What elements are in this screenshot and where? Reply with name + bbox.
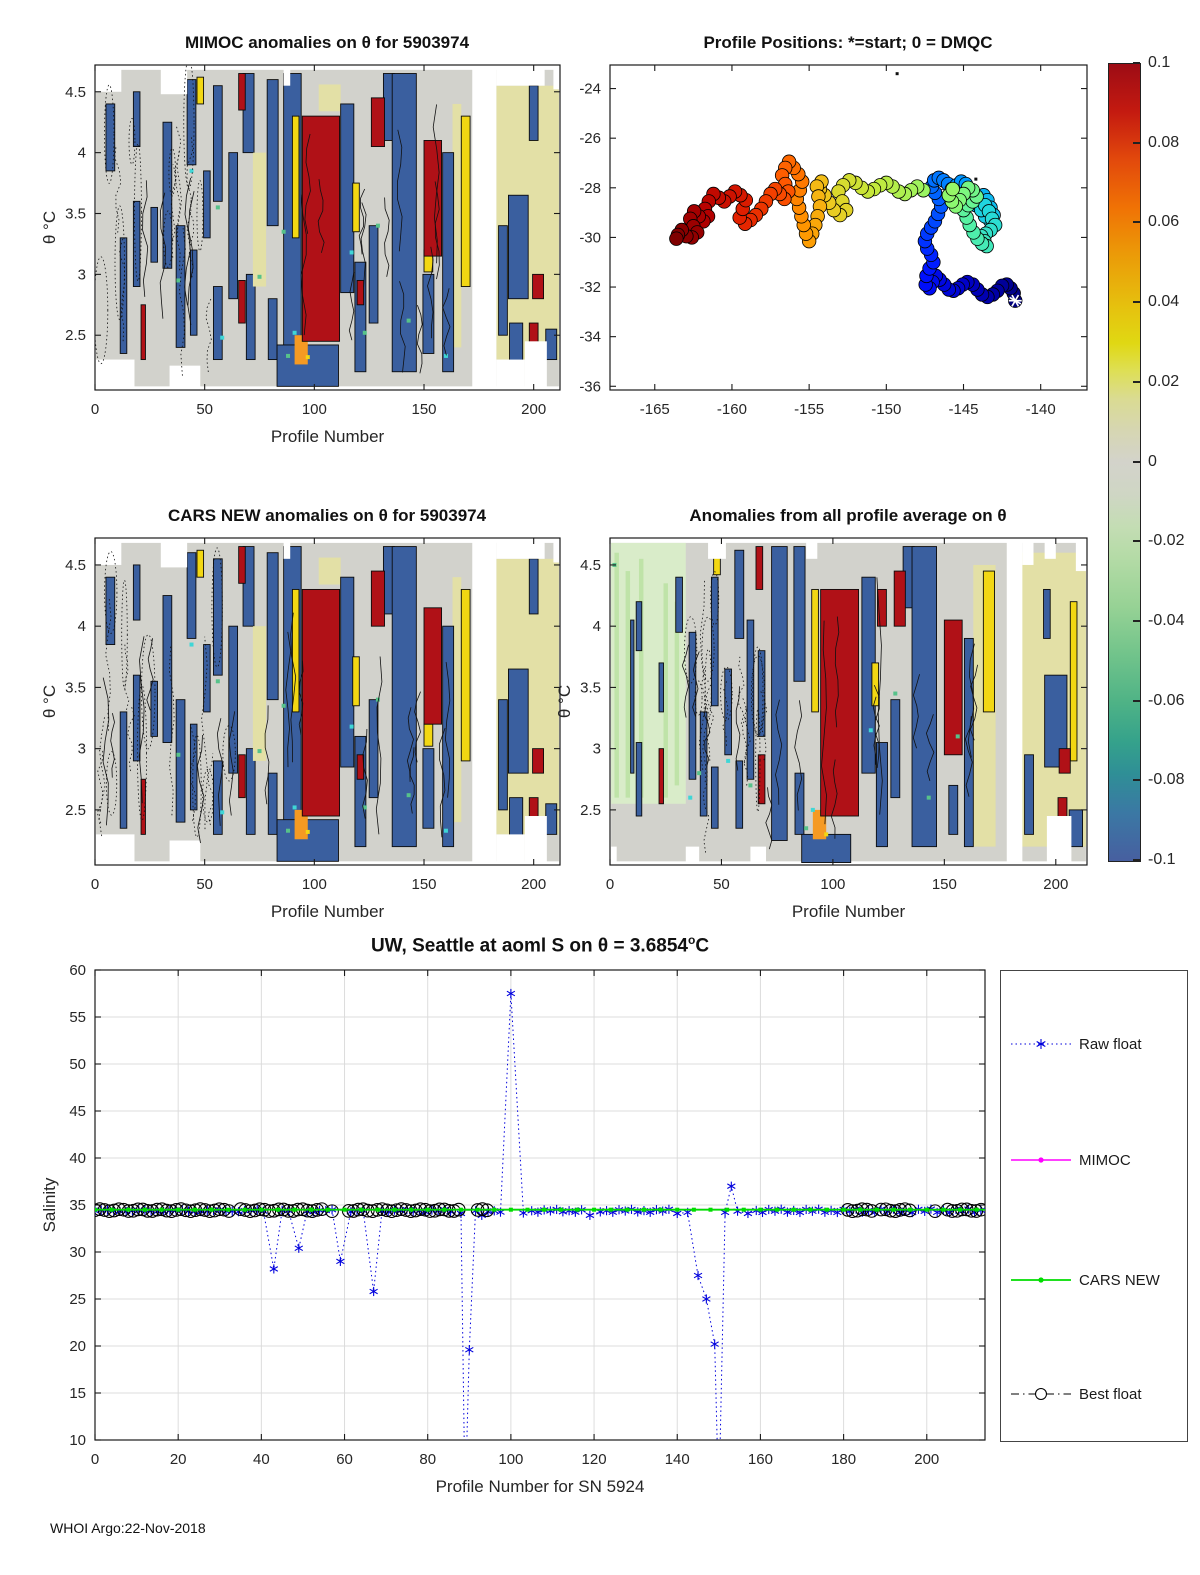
colorbar-tick	[1133, 142, 1140, 144]
panel-title-profile-positions: Profile Positions: *=start; 0 = DMQC	[703, 33, 993, 52]
svg-text:-36: -36	[579, 378, 601, 396]
colorbar-tick	[1133, 779, 1140, 781]
heatmap-cells	[95, 538, 560, 865]
svg-text:-140: -140	[1025, 401, 1056, 418]
svg-text:15: 15	[69, 1385, 86, 1402]
svg-text:150: 150	[931, 876, 957, 893]
colorbar-tick	[1133, 540, 1140, 542]
panel-title-mimoc-anomalies: MIMOC anomalies on θ for 5903974	[184, 33, 470, 52]
svg-text:80: 80	[419, 1451, 437, 1468]
svg-text:4: 4	[77, 144, 86, 162]
panel-title-cars-anomalies: CARS NEW anomalies on θ for 5903974	[167, 506, 487, 525]
svg-text:60: 60	[69, 962, 86, 979]
legend-sample-mimoc-line	[1009, 1150, 1073, 1170]
legend-label-raw-float: Raw float	[1079, 1035, 1142, 1053]
footer-text: WHOI Argo:22-Nov-2018	[50, 1520, 206, 1536]
svg-text:180: 180	[831, 1451, 857, 1468]
raw-float-series	[91, 989, 985, 1506]
svg-text:120: 120	[581, 1451, 607, 1468]
svg-text:Profile Number: Profile Number	[270, 902, 385, 921]
axes	[579, 65, 1087, 418]
svg-text:2.5: 2.5	[65, 801, 86, 819]
profile-positions-map	[540, 20, 1167, 460]
svg-text:35: 35	[69, 1197, 86, 1214]
svg-text:3: 3	[592, 740, 601, 758]
svg-text:-32: -32	[579, 279, 601, 297]
svg-text:100: 100	[820, 876, 846, 893]
legend-box	[1000, 970, 1188, 1442]
colorbar-tick-label: -0.08	[1148, 771, 1185, 789]
svg-text:3: 3	[77, 740, 86, 758]
colorbar-tick-label: 0.04	[1148, 293, 1180, 311]
svg-text:20: 20	[169, 1451, 187, 1468]
svg-text:4.5: 4.5	[580, 556, 601, 574]
float-trajectory	[670, 72, 1022, 307]
svg-text:Profile Number for SN 5924: Profile Number for SN 5924	[435, 1477, 645, 1496]
legend-sample-raw-float-line	[1009, 1034, 1073, 1054]
legend-item-cars-new	[1009, 1269, 1181, 1291]
svg-text:3.5: 3.5	[580, 679, 601, 697]
svg-text:2.5: 2.5	[65, 327, 86, 345]
colorbar-tick-label: 0.06	[1148, 213, 1180, 231]
average-anomaly-heatmap	[540, 493, 1167, 935]
svg-text:4: 4	[77, 618, 86, 636]
svg-text:150: 150	[411, 876, 437, 893]
heatmap-cells	[95, 65, 560, 390]
colorbar-tick	[1133, 461, 1140, 463]
svg-text:-150: -150	[871, 401, 902, 418]
svg-text:-145: -145	[948, 401, 979, 418]
svg-text:-165: -165	[639, 401, 670, 418]
svg-text:100: 100	[301, 401, 327, 418]
svg-text:-30: -30	[579, 229, 601, 247]
colorbar-tick-label: -0.02	[1148, 532, 1185, 550]
svg-text:θ °C: θ °C	[40, 684, 59, 719]
salinity-comparison-plot	[25, 925, 1065, 1510]
svg-text:0: 0	[90, 1451, 100, 1468]
svg-text:50: 50	[69, 1056, 86, 1073]
svg-text:-155: -155	[794, 401, 825, 418]
legend-item-best-float	[1009, 1383, 1181, 1405]
svg-text:-160: -160	[716, 401, 747, 418]
svg-text:140: 140	[664, 1451, 690, 1468]
svg-text:200: 200	[521, 876, 547, 893]
svg-text:200: 200	[521, 401, 547, 418]
svg-text:Profile Number: Profile Number	[270, 427, 385, 446]
svg-text:0: 0	[90, 401, 100, 418]
svg-text:45: 45	[69, 1103, 86, 1120]
svg-text:200: 200	[914, 1451, 940, 1468]
svg-text:0: 0	[90, 876, 100, 893]
svg-text:4: 4	[592, 618, 601, 636]
svg-text:-24: -24	[579, 80, 601, 98]
svg-text:100: 100	[498, 1451, 524, 1468]
panel-title-average-anomalies: Anomalies from all profile average on θ	[689, 506, 1007, 525]
legend-sample-best-float-line	[1009, 1384, 1073, 1404]
svg-text:200: 200	[1043, 876, 1069, 893]
svg-text:100: 100	[301, 876, 327, 893]
svg-text:55: 55	[69, 1009, 86, 1026]
svg-text:4.5: 4.5	[65, 83, 86, 101]
axes	[40, 962, 985, 1496]
svg-text:-26: -26	[579, 130, 601, 148]
svg-text:Profile Number: Profile Number	[791, 902, 906, 921]
svg-text:Salinity: Salinity	[40, 1177, 59, 1233]
svg-text:2.5: 2.5	[580, 801, 601, 819]
svg-text:40: 40	[69, 1150, 86, 1167]
panel-title-salinity: UW, Seattle at aoml S on $\theta = 3.6854^oC$	[370, 933, 710, 957]
svg-text:25: 25	[69, 1291, 86, 1308]
svg-text:θ °C: θ °C	[40, 210, 59, 245]
colorbar-tick	[1133, 700, 1140, 702]
colorbar-tick	[1133, 859, 1140, 861]
colorbar-tick-label: 0.02	[1148, 372, 1180, 390]
legend-item-mimoc	[1009, 1149, 1181, 1171]
colorbar-tick	[1133, 62, 1140, 64]
svg-text:20: 20	[69, 1338, 86, 1355]
svg-text:10: 10	[69, 1432, 86, 1449]
legend-item-raw-float	[1009, 1033, 1181, 1055]
colorbar	[1108, 63, 1141, 862]
colorbar-tick	[1133, 301, 1140, 303]
svg-text:150: 150	[411, 401, 437, 418]
svg-text:4.5: 4.5	[65, 556, 86, 574]
svg-text:3: 3	[77, 266, 86, 284]
colorbar-tick-label: -0.06	[1148, 691, 1185, 709]
svg-text:50: 50	[196, 401, 214, 418]
legend-label-best-float: Best float	[1079, 1385, 1142, 1403]
colorbar-tick-label: -0.1	[1148, 851, 1176, 868]
svg-text:-34: -34	[579, 328, 601, 346]
svg-text:0: 0	[605, 876, 615, 893]
colorbar-tick-label: 0	[1148, 452, 1157, 470]
colorbar-tick	[1133, 620, 1140, 622]
heatmap-cells	[610, 538, 1087, 865]
legend-sample-cars-new-line	[1009, 1270, 1073, 1290]
svg-text:3.5: 3.5	[65, 679, 86, 697]
svg-text:60: 60	[336, 1451, 353, 1468]
legend-label-cars-new: CARS NEW	[1079, 1271, 1160, 1289]
colorbar-tick-label: 0.1	[1148, 54, 1171, 71]
salinity-series	[89, 989, 988, 1506]
colorbar-tick	[1133, 381, 1140, 383]
colorbar-tick-label: 0.08	[1148, 133, 1180, 151]
svg-text:30: 30	[69, 1244, 86, 1261]
svg-text:50: 50	[713, 876, 730, 893]
colorbar-tick	[1133, 221, 1140, 223]
svg-text:θ °C: θ °C	[555, 684, 574, 719]
svg-text:3.5: 3.5	[65, 205, 86, 223]
legend-label-mimoc: MIMOC	[1079, 1151, 1131, 1169]
svg-text:50: 50	[196, 876, 214, 893]
svg-text:-28: -28	[579, 179, 601, 197]
svg-text:160: 160	[747, 1451, 773, 1468]
svg-text:40: 40	[253, 1451, 270, 1468]
colorbar-tick-label: -0.04	[1148, 611, 1185, 629]
